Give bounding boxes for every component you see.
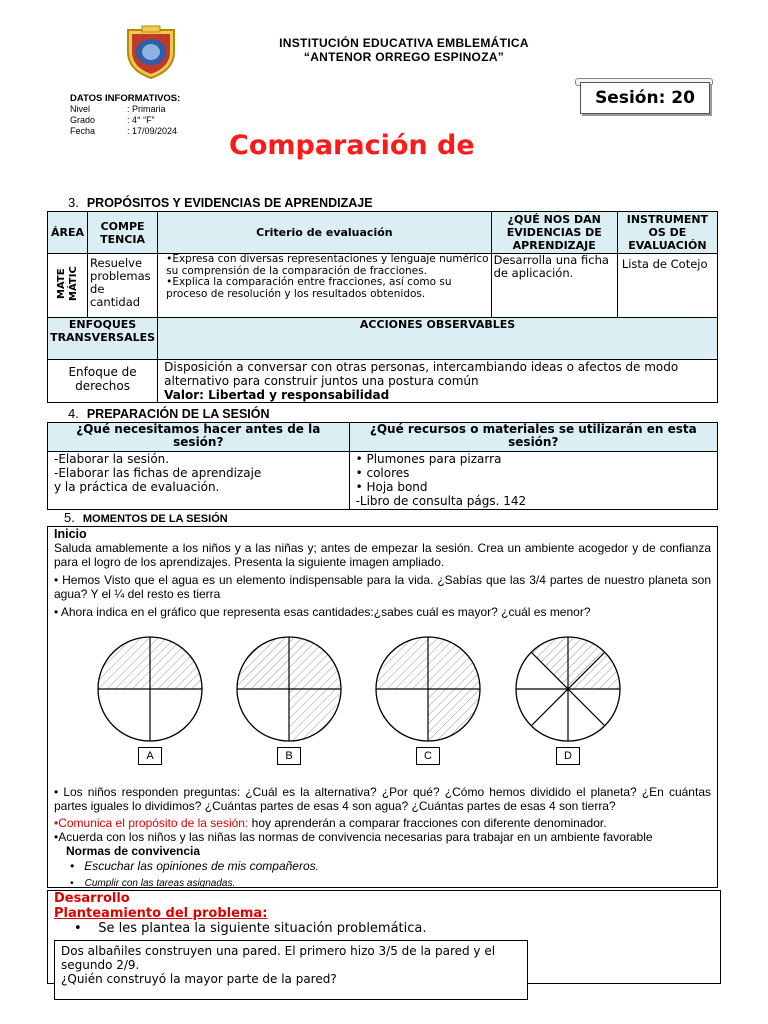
- accion-cell: Disposición a conversar con otras personas, intercambiando ideas o afectos de modo alternativo para construir juntos una postura común Valor: Libertad y responsabilidad: [158, 360, 718, 403]
- fraction-circles: [88, 631, 688, 781]
- proposito-line: •Comunica el propósito de la sesión: hoy aprenderán a comparar fracciones con diferente denominador.: [54, 816, 607, 830]
- norma-item: • Escuchar las opiniones de mis compañeros.: [70, 859, 319, 873]
- institution-name: INSTITUCIÓN EDUCATIVA EMBLEMÁTICA: [279, 36, 529, 50]
- header-recursos: ¿Qué recursos o materiales se utilizarán en esta sesión?: [349, 423, 717, 452]
- circle-d: [516, 637, 620, 741]
- acciones-header: ACCIONES OBSERVABLES: [158, 318, 718, 360]
- desarrollo-title: Desarrollo: [54, 891, 130, 906]
- datos-row: Nivel : Primaria: [70, 104, 166, 114]
- inicio-paragraph: • Ahora indica en el gráfico que representa esas cantidades:¿sabes cuál es mayor? ¿cuál es menor?: [54, 605, 591, 619]
- recursos-cell: • Plumones para pizarra • colores • Hoja bond -Libro de consulta págs. 142: [349, 452, 717, 510]
- preparacion-table: [47, 422, 718, 510]
- desarrollo-bullet: • Se les plantea la siguiente situación problemática.: [74, 921, 427, 936]
- header-criterio: Criterio de evaluación: [158, 212, 491, 254]
- datos-title: DATOS INFORMATIVOS:: [70, 93, 181, 104]
- enfoques-header: ENFOQUES TRANSVERSALES: [48, 318, 158, 360]
- header-instrumentos: INSTRUMENT OS DE EVALUACIÓN: [617, 212, 717, 254]
- datos-informativos: [70, 93, 180, 137]
- problem-question: ¿Quién construyó la mayor parte de la pared?: [61, 972, 337, 986]
- datos-row: Grado : 4° “F”: [70, 115, 155, 125]
- competencia-cell: Resuelve problemas de cantidad: [88, 254, 158, 318]
- institution-subname: “ANTENOR ORREGO ESPINOZA”: [303, 50, 505, 64]
- planteamiento-title: Planteamiento del problema:: [54, 906, 268, 921]
- header-competencia: COMPE TENCIA: [88, 212, 158, 254]
- section-4-heading: 4. PREPARACIÓN DE LA SESIÓN: [68, 406, 270, 421]
- circle-label-b: B: [277, 747, 301, 765]
- circle-b: [237, 637, 341, 741]
- header-antes: ¿Qué necesitamos hacer antes de la sesión?: [48, 423, 350, 452]
- document-title: Comparación de: [229, 130, 475, 161]
- circle-c: [376, 637, 480, 741]
- inicio-paragraph: • Los niños responden preguntas: ¿Cuál es la alternativa? ¿Por qué? ¿Cómo hemos dividido el planeta? ¿En cuántas partes iguales lo dividimos? ¿Cuántas partes de esas 4 son agua? ¿Cuántas partes de esas 4 son tierra?: [54, 785, 711, 813]
- problem-box: [54, 940, 528, 1000]
- normas-title: Normas de convivencia: [66, 844, 201, 858]
- inicio-paragraph: Saluda amablemente a los niños y a las niñas y; antes de empezar la sesión. Crea un ambiente acogedor y de confianza para el logro de los aprendizajes. Presenta la siguiente imagen ampliado.: [54, 541, 711, 569]
- evidencias-cell: Desarrolla una ficha de aplicación.: [491, 254, 617, 318]
- inicio-paragraph: • Hemos Visto que el agua es un elemento indispensable para la vida. ¿Sabías que las 3/4 partes de nuestro planeta son agua? Y el ¼ del resto es tierra: [54, 573, 711, 601]
- inicio-paragraph: •Acuerda con los niños y las niñas las normas de convivencia necesarias para trabajar en un ambiente favorable: [54, 830, 653, 844]
- criterio-cell: •Expresa con diversas representaciones y lenguaje numérico su comprensión de la comparación de fracciones. •Explica la comparación entre fracciones, así como su proceso de resolución y los resultados obtenidos.: [158, 254, 491, 318]
- enfoque-cell: Enfoque de derechos: [48, 360, 158, 403]
- section-3-heading: 3. PROPÓSITOS Y EVIDENCIAS DE APRENDIZAJE: [68, 195, 373, 210]
- datos-row: Fecha : 17/09/2024: [70, 126, 178, 136]
- circle-a: [98, 637, 202, 741]
- section-5-heading: 5. MOMENTOS DE LA SESIÓN: [64, 510, 228, 525]
- norma-item: • Cumplir con las tareas asignadas.: [70, 878, 236, 889]
- inicio-section: [47, 526, 718, 888]
- area-cell: MATE MÁTIC: [48, 254, 88, 318]
- propositos-table: [47, 211, 718, 403]
- header-area: ÁREA: [48, 212, 88, 254]
- circle-label-a: A: [138, 747, 162, 765]
- instrumento-cell: Lista de Cotejo: [617, 254, 717, 318]
- header-evidencias: ¿QUÉ NOS DAN EVIDENCIAS DE APRENDIZAJE: [491, 212, 617, 254]
- circle-label-c: C: [416, 747, 440, 765]
- antes-cell: -Elaborar la sesión. -Elaborar las fichas de aprendizaje y la práctica de evaluación.: [48, 452, 350, 510]
- session-badge: Sesión: 20: [580, 82, 710, 114]
- inicio-title: Inicio: [54, 527, 87, 541]
- circle-label-d: D: [556, 747, 580, 765]
- problem-text: Dos albañiles construyen una pared. El primero hizo 3/5 de la pared y el segundo 2/9.: [61, 944, 496, 972]
